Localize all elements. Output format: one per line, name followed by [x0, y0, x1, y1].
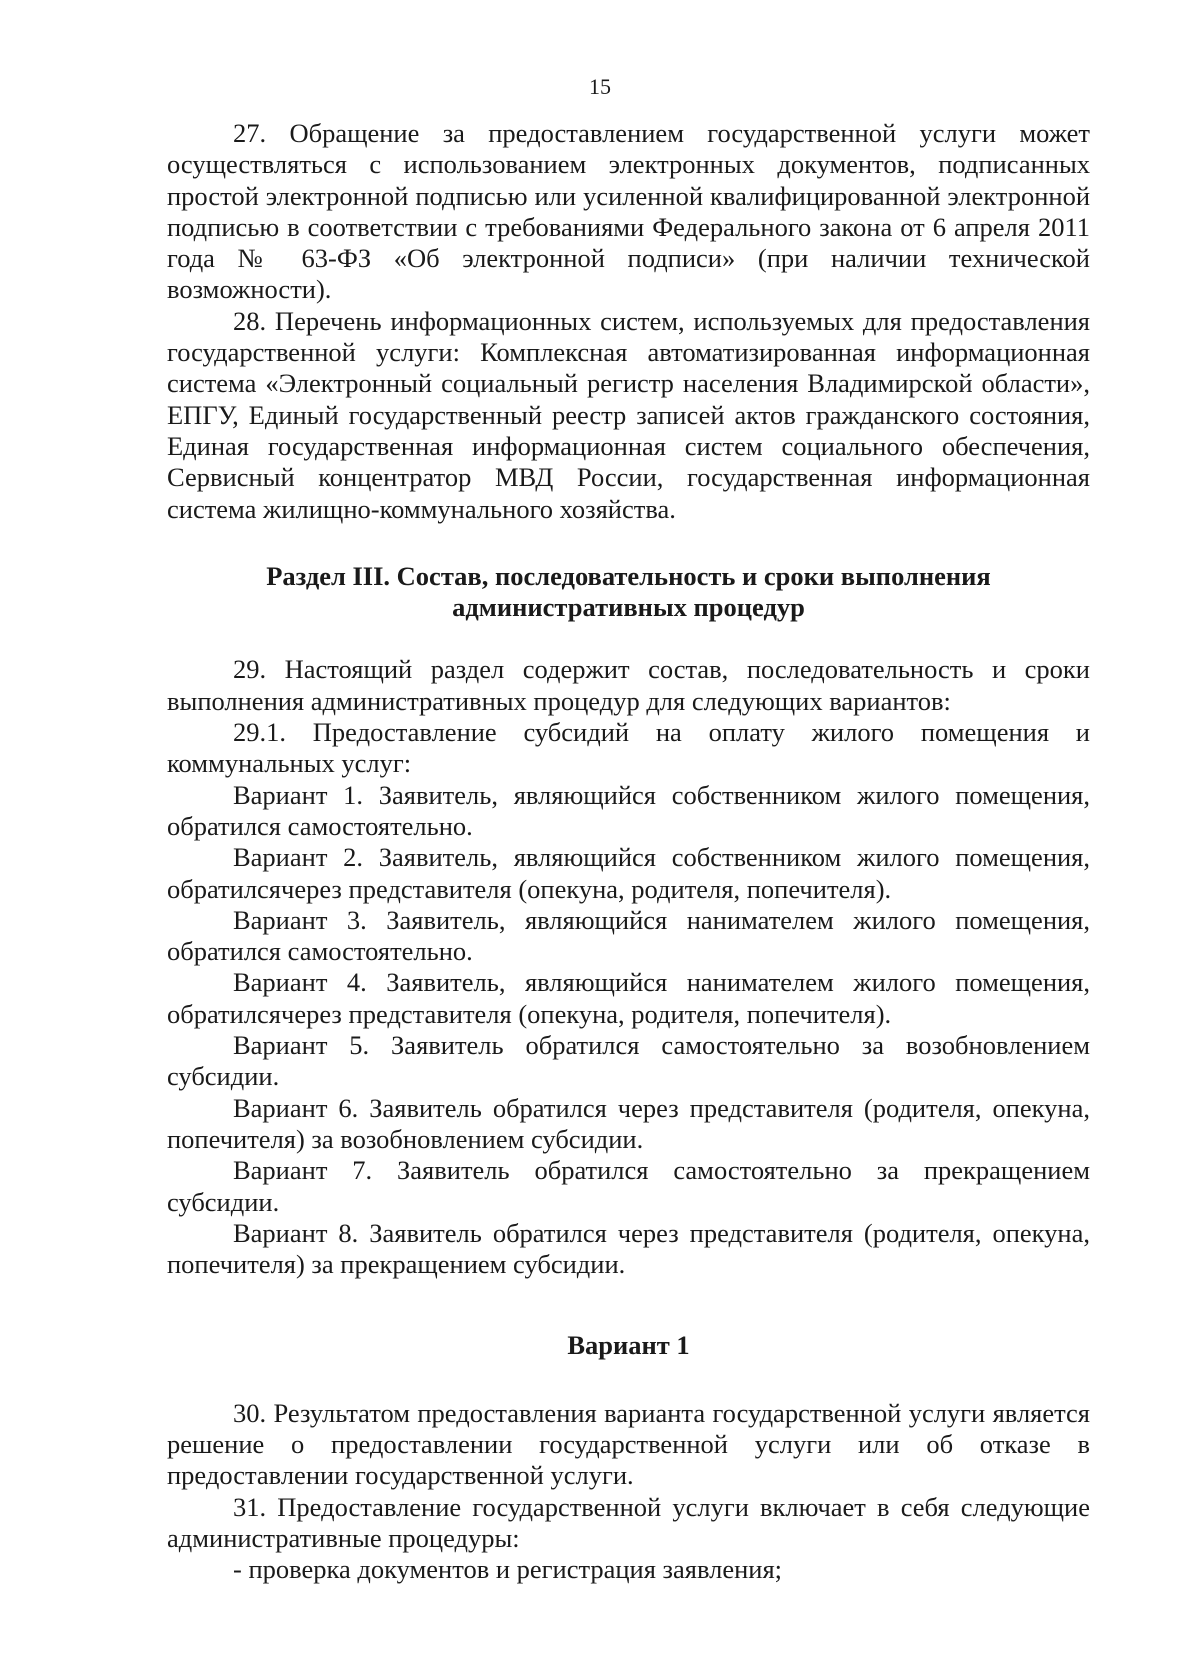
paragraph-31: 31. Предоставление государственной услуги включает в себя следующие административные процедуры:: [167, 1491, 1090, 1553]
spacer: [167, 525, 1090, 561]
variant-6-item: Вариант 6. Заявитель обратился через представителя (родителя, опекуна, попечителя) за возобновлением субсидии.: [167, 1092, 1090, 1154]
variant-7-item: Вариант 7. Заявитель обратился самостоятельно за прекращением субсидии.: [167, 1155, 1090, 1217]
variant-4-item: Вариант 4. Заявитель, являющийся нанимателем жилого помещения, обратилсячерез представителя (опекуна, родителя, попечителя).: [167, 967, 1090, 1029]
section-heading-line-1: Раздел III. Состав, последовательность и сроки выполнения: [266, 560, 991, 591]
paragraph-30: 30. Результатом предоставления варианта государственной услуги является решение о предоставлении государственной услуги или об отказе в предоставлении государственной услуги.: [167, 1397, 1090, 1491]
paragraph-29-1: 29.1. Предоставление субсидий на оплату жилого помещения и коммунальных услуг:: [167, 717, 1090, 779]
variant-1-item: Вариант 1. Заявитель, являющийся собственником жилого помещения, обратился самостоятельно.: [167, 779, 1090, 841]
section-heading-line-2: административных процедур: [452, 592, 805, 623]
section-heading: [167, 561, 1090, 624]
page-content: [167, 118, 1090, 1585]
spacer: [167, 1362, 1090, 1398]
procedure-list-item: - проверка документов и регистрация заявления;: [233, 1554, 783, 1585]
variant-8-item: Вариант 8. Заявитель обратился через представителя (родителя, опекуна, попечителя) за прекращением субсидии.: [167, 1217, 1090, 1280]
variant-5-item: Вариант 5. Заявитель обратился самостоятельно за возобновлением субсидии.: [167, 1030, 1090, 1092]
paragraph-28: 28. Перечень информационных систем, используемых для предоставления государственной услуги: Комплексная автоматизированная информационная система «Электронный социальный регистр населения Владимирской области», ЕПГУ, Единый государственный реестр записей актов гражданского состояния, Единая государственная информационная систем социального обеспечения, Сервисный концентратор МВД России, государственная информационная система жилищно-коммунального хозяйства.: [167, 305, 1090, 524]
spacer: [167, 623, 1090, 654]
paragraph-29: 29. Настоящий раздел содержит состав, последовательность и сроки выполнения административных процедур для следующих вариантов:: [167, 654, 1090, 716]
paragraph-27: 27. Обращение за предоставлением государственной услуги может осуществляться с использованием электронных документов, подписанных простой электронной подписью или усиленной квалифицированной электронной подписью в соответствии с требованиями Федерального закона от 6 апреля 2011 года № 63-ФЗ «Об электронной подписи» (при наличии технической возможности).: [167, 118, 1090, 305]
spacer: [167, 1280, 1090, 1330]
page-number: 15: [589, 74, 611, 99]
variant-heading: Вариант 1: [567, 1330, 690, 1361]
variant-3-item: Вариант 3. Заявитель, являющийся нанимателем жилого помещения, обратился самостоятельно.: [167, 904, 1090, 967]
variant-2-item: Вариант 2. Заявитель, являющийся собственником жилого помещения, обратилсячерез представителя (опекуна, родителя, попечителя).: [167, 842, 1090, 904]
